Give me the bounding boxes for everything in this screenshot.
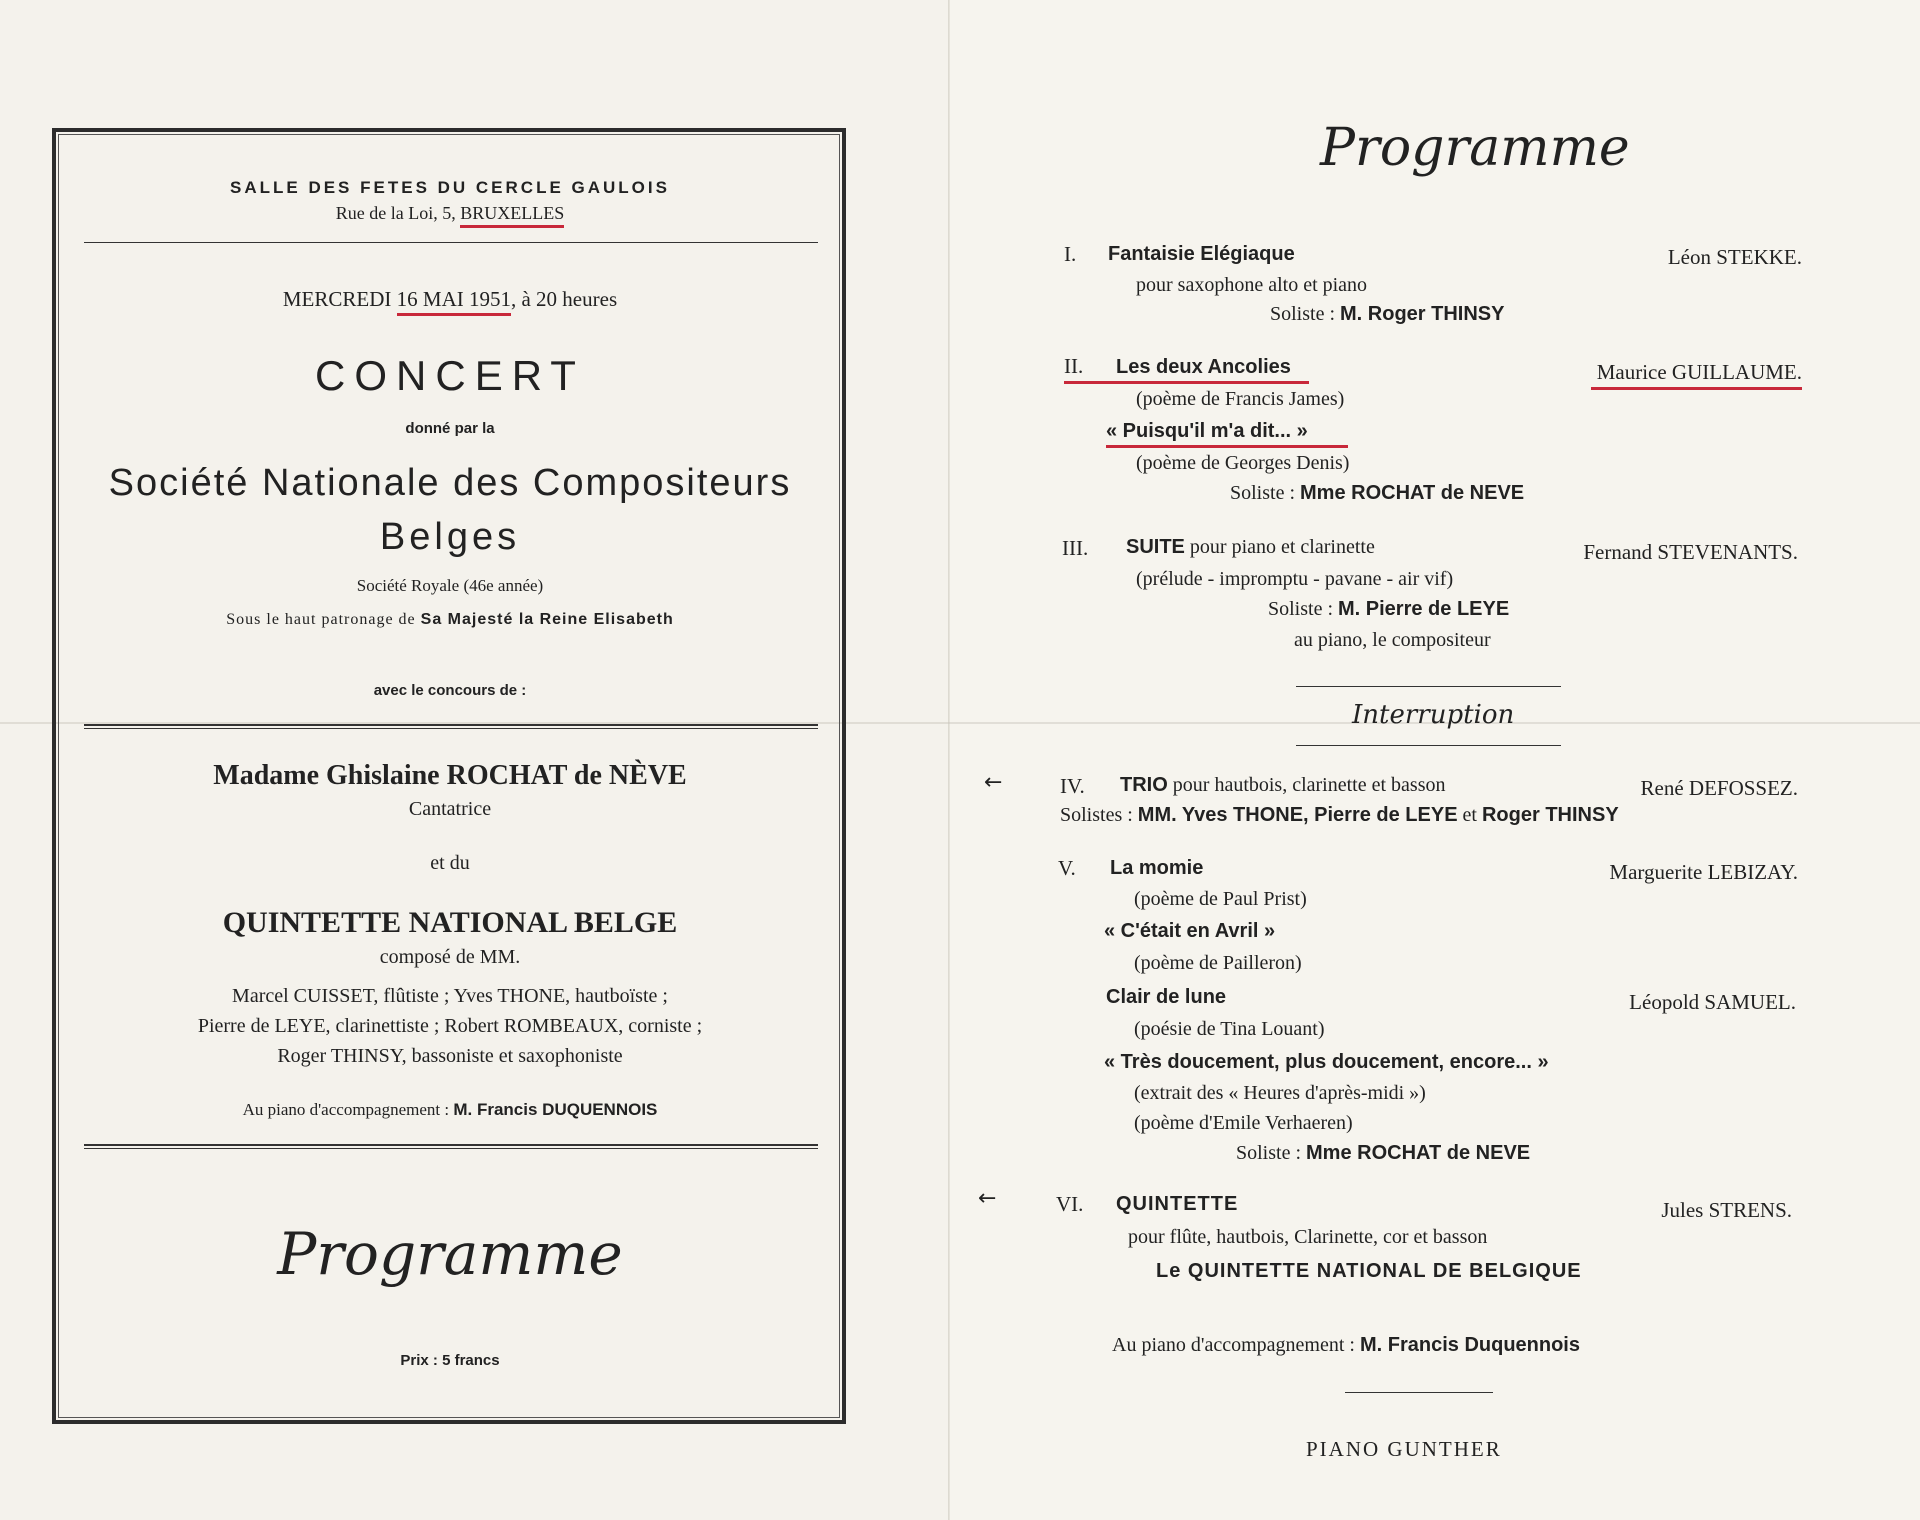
concert-date: MERCREDI 16 MAI 1951, à 20 heures (80, 287, 820, 312)
item-note: au piano, le compositeur (1294, 629, 1491, 651)
item-soloist: Soliste : M. Roger THINSY (1270, 303, 1505, 325)
interruption-rule-top (1296, 686, 1561, 687)
item-title-line: SUITE pour piano et clarinette (1126, 536, 1375, 558)
item-poem: (poème de Georges Denis) (1136, 452, 1350, 474)
venue-address: Rue de la Loi, 5, BRUXELLES (80, 203, 820, 224)
double-divider (84, 1144, 818, 1149)
item-description: (prélude - impromptu - pavane - air vif) (1136, 568, 1454, 590)
item-composer: Léopold SAMUEL. (1629, 990, 1796, 1014)
venue-name: SALLE DES FETES DU CERCLE GAULOIS (230, 178, 670, 197)
item-subtitle: « Très doucement, plus doucement, encore... » (1104, 1051, 1549, 1073)
item-performers: Le QUINTETTE NATIONAL DE BELGIQUE (1156, 1260, 1582, 1282)
item-poem: (poème de Francis James) (1136, 388, 1345, 410)
item-number: VI. (1056, 1192, 1084, 1216)
singer-name: Madame Ghislaine ROCHAT de NÈVE (213, 760, 687, 791)
quintet-composed: composé de MM. (379, 946, 521, 968)
society-name-line2: Belges (379, 516, 521, 558)
item-subtitle: Clair de lune (1106, 986, 1227, 1008)
item-title: QUINTETTE (1116, 1193, 1239, 1215)
cover-pianist: Au piano d'accompagnement : M. Francis DUQUENNOIS (242, 1100, 658, 1119)
members-line: Marcel CUISSET, flûtiste ; Yves THONE, hautboïste ; (232, 985, 668, 1007)
footer-rule (1345, 1392, 1493, 1393)
society-name: Société Nationale des Compositeurs (108, 462, 792, 504)
item-soloist: Soliste : M. Pierre de LEYE (1268, 598, 1510, 620)
item-title: La momie (1110, 857, 1204, 879)
item-title: Fantaisie Elégiaque (1108, 243, 1295, 265)
item-soloists: Solistes : MM. Yves THONE, Pierre de LEYE et Roger THINSY (1060, 804, 1619, 826)
item-composer: Marguerite LEBIZAY. (1609, 860, 1798, 884)
singer-role: Cantatrice (408, 798, 492, 820)
item-extract: (extrait des « Heures d'après-midi ») (1134, 1082, 1426, 1104)
concert-heading: CONCERT (315, 352, 585, 399)
programme-inner-page (948, 0, 1920, 1520)
item-composer-underlined: Maurice GUILLAUME. (1591, 360, 1802, 390)
date-underlined: 16 MAI 1951 (397, 287, 511, 316)
arrow-left-icon: ← (984, 770, 1003, 795)
item-description: pour flûte, hautbois, Clarinette, cor et basson (1128, 1226, 1488, 1248)
item-title-underlined: Les deux Ancolies (1064, 356, 1309, 384)
interruption-label: Interruption (1352, 700, 1515, 730)
item-composer: Fernand STEVENANTS. (1583, 540, 1798, 564)
item-number: II. (1064, 354, 1084, 378)
double-divider (84, 724, 818, 729)
item-number: III. (1062, 536, 1089, 560)
interruption-rule-bottom (1296, 745, 1561, 746)
members-line: Roger THINSY, bassoniste et saxophoniste (277, 1045, 623, 1067)
item-number: IV. (1060, 774, 1085, 798)
cover-programme-script: Programme (277, 1220, 623, 1288)
patronage: Sous le haut patronage de Sa Majesté la Reine Elisabeth (226, 611, 674, 628)
quintet-name: QUINTETTE NATIONAL BELGE (222, 906, 678, 939)
item-soloist: Soliste : Mme ROCHAT de NEVE (1230, 482, 1525, 504)
item-poem: (poème de Paul Prist) (1134, 888, 1307, 910)
royal-society: Société Royale (46e année) (356, 576, 544, 595)
item-composer: René DEFOSSEZ. (1640, 776, 1798, 800)
and-text: et du (430, 852, 470, 874)
programme-title: Programme (1320, 118, 1630, 178)
item-number: V. (1058, 856, 1076, 880)
members-line: Pierre de LEYE, clarinettiste ; Robert ROMBEAUX, corniste ; (197, 1015, 703, 1037)
item-soloist: Soliste : Mme ROCHAT de NEVE (1236, 1142, 1531, 1164)
address-city-underlined: BRUXELLES (460, 203, 564, 228)
item-poem: (poésie de Tina Louant) (1134, 1018, 1325, 1040)
item-poem: (poème d'Emile Verhaeren) (1134, 1112, 1353, 1134)
item-description: pour saxophone alto et piano (1136, 274, 1368, 296)
price: Prix : 5 francs (400, 1352, 500, 1369)
with-contribution: avec le concours de : (373, 682, 527, 699)
given-by: donné par la (405, 420, 495, 437)
divider (84, 242, 818, 243)
item-title-line: TRIO pour hautbois, clarinette et basson (1120, 774, 1446, 796)
item-composer: Jules STRENS. (1661, 1198, 1792, 1222)
item-subtitle: « C'était en Avril » (1104, 920, 1276, 942)
item-composer: Léon STEKKE. (1667, 245, 1802, 269)
fold-crease (948, 0, 950, 1520)
programme-pianist: Au piano d'accompagnement : M. Francis Duquennois (1112, 1334, 1580, 1356)
piano-maker: PIANO GUNTHER (1306, 1437, 1502, 1461)
item-poem: (poème de Pailleron) (1134, 952, 1302, 974)
arrow-left-icon: ← (978, 1186, 997, 1211)
item-subtitle-underlined: « Puisqu'il m'a dit... » (1106, 420, 1348, 448)
item-number: I. (1064, 242, 1077, 266)
